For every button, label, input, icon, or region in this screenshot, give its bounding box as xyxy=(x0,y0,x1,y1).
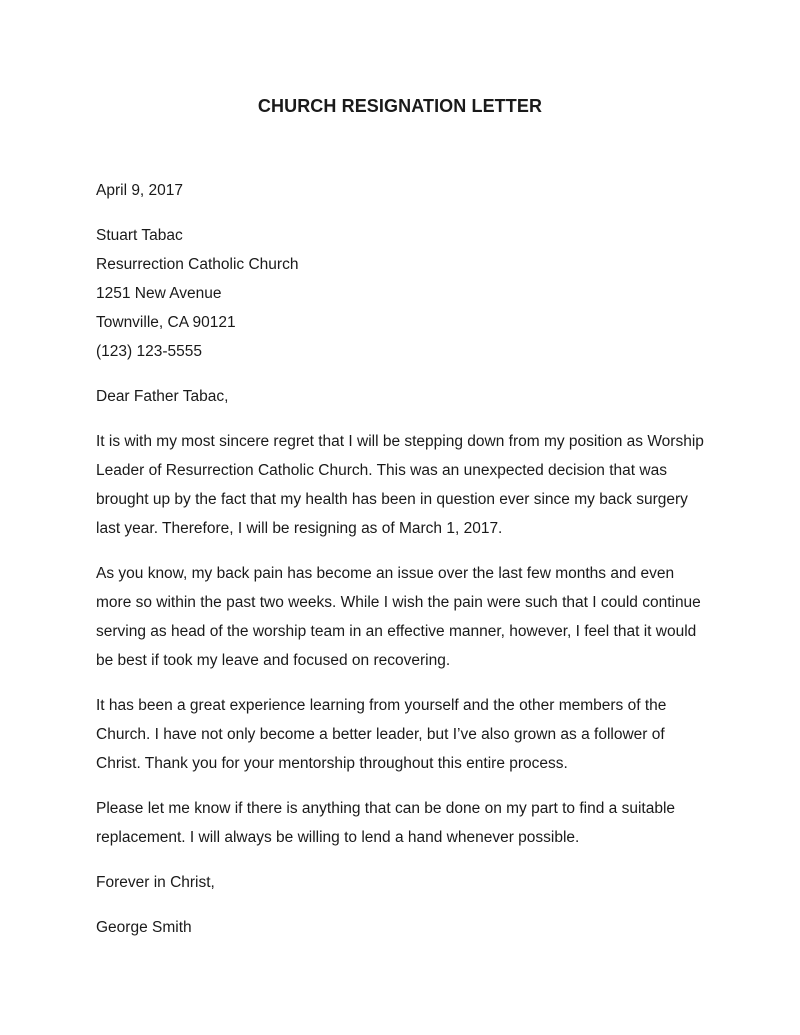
signature: George Smith xyxy=(96,919,192,936)
recipient-organization: Resurrection Catholic Church xyxy=(96,256,299,273)
recipient-address xyxy=(96,221,706,366)
recipient-phone: (123) 123-5555 xyxy=(96,343,202,360)
letter-date: April 9, 2017 xyxy=(96,182,184,199)
body-paragraph-1: It is with my most sincere regret that I will be stepping down from my position as Worship Leader of Resurrection Catholic Church. This was an unexpected decision that was brought up by the fact that my health has been in question ever since my back surgery last year. Therefore, I will be resigning as of March 1, 2017. xyxy=(96,433,704,537)
body-paragraph-3: It has been a great experience learning from yourself and the other members of the Church. I have not only become a better leader, but I’ve also grown as a follower of Christ. Thank you for your mentorship throughout this entire process. xyxy=(96,697,667,772)
recipient-name: Stuart Tabac xyxy=(96,227,183,244)
salutation: Dear Father Tabac, xyxy=(96,388,229,405)
recipient-street: 1251 New Avenue xyxy=(96,285,222,302)
body-paragraph-4: Please let me know if there is anything that can be done on my part to find a suitable replacement. I will always be willing to lend a hand whenever possible. xyxy=(96,800,676,846)
letter-body xyxy=(96,176,706,942)
body-paragraph-2: As you know, my back pain has become an issue over the last few months and even more so within the past two weeks. While I wish the pain were such that I could continue serving as head of the worship team in an effective manner, however, I feel that it would be best if took my leave and focused on recovering. xyxy=(96,565,701,669)
recipient-city-state-zip: Townville, CA 90121 xyxy=(96,314,236,331)
page-title: CHURCH RESIGNATION LETTER xyxy=(257,96,543,116)
closing: Forever in Christ, xyxy=(96,874,215,891)
